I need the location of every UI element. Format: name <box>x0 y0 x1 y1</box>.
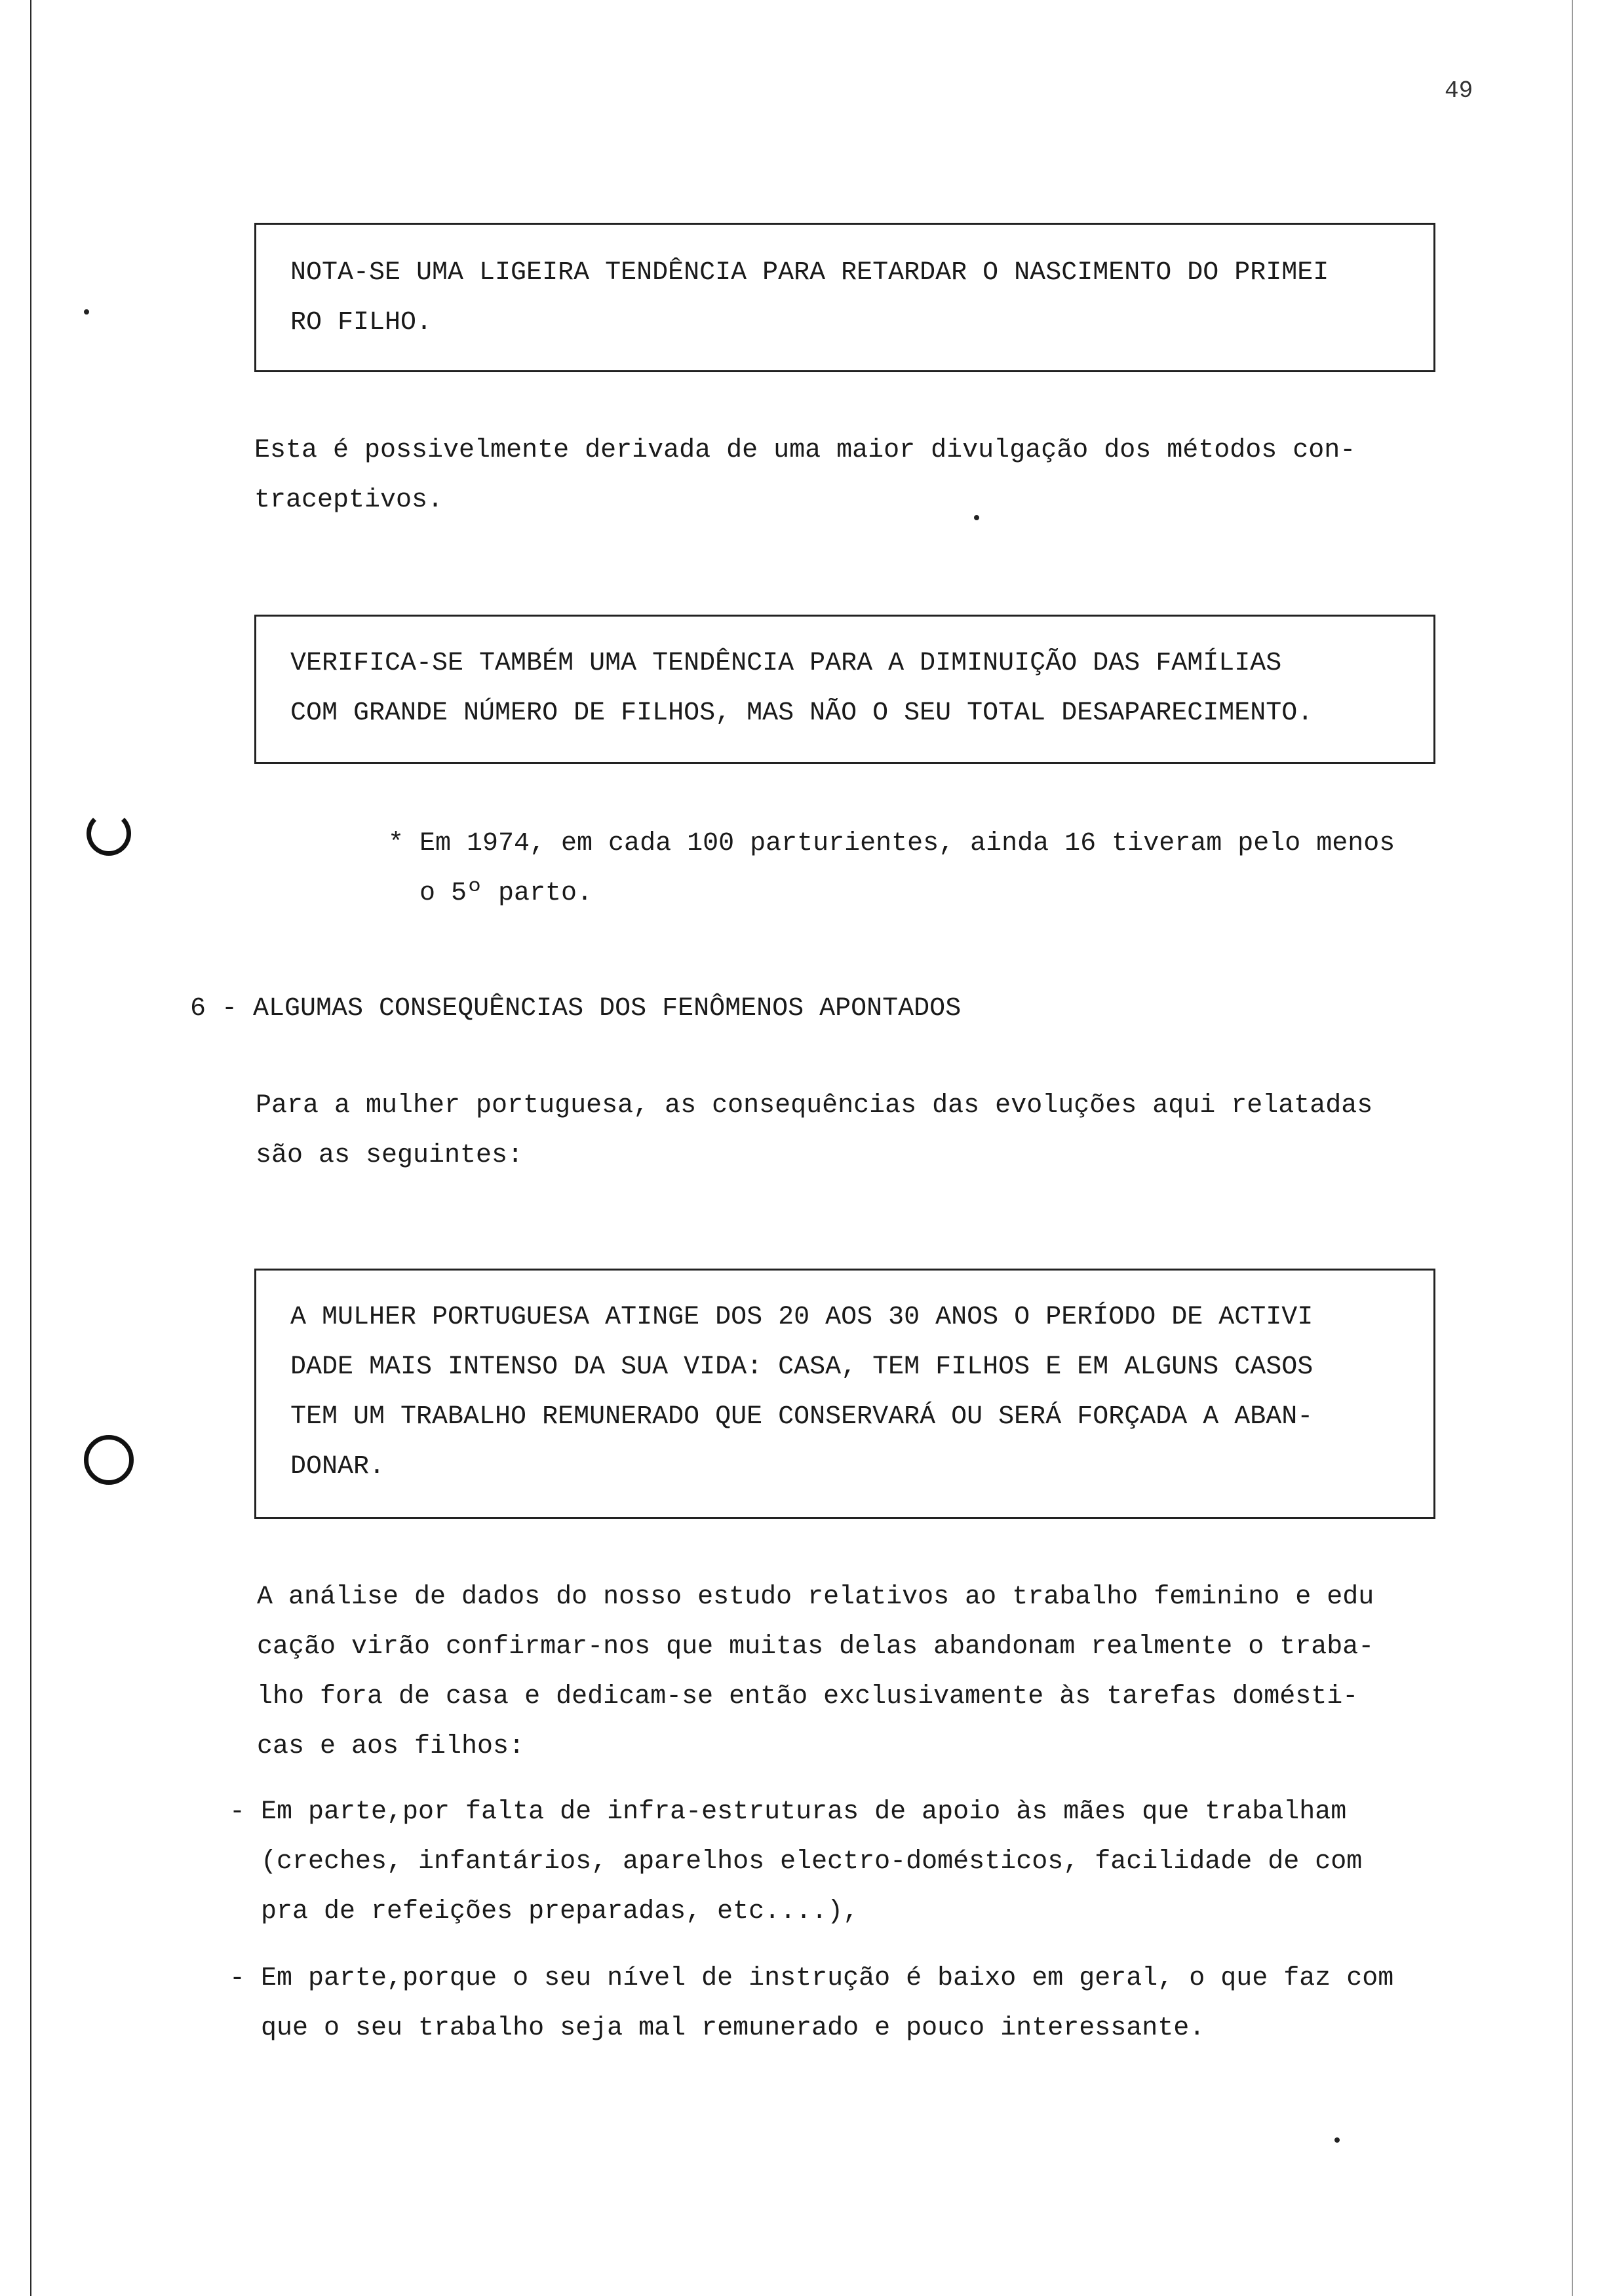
bullet-line: - Em parte,por falta de infra-estruturas de apoio às mães que trabalham <box>229 1797 1347 1827</box>
bullet-line: que o seu trabalho seja mal remunerado e pouco interessante. <box>229 2014 1205 2043</box>
paragraph-line: cas e aos filhos: <box>257 1732 525 1761</box>
box-line: DONAR. <box>290 1452 385 1482</box>
page-right-edge <box>1572 0 1573 2296</box>
bullet-line: (creches, infantários, aparelhos electro-domésticos, facilidade de com <box>229 1847 1363 1877</box>
punch-hole-mark <box>84 1435 134 1485</box>
scan-speck <box>84 309 89 315</box>
box-line: TEM UM TRABALHO REMUNERADO QUE CONSERVARÁ OU SERÁ FORÇADA A ABAN- <box>290 1402 1313 1432</box>
box-line: A MULHER PORTUGUESA ATINGE DOS 20 AOS 30 ANOS O PERÍODO DE ACTIVI <box>290 1303 1313 1332</box>
punch-hole-mark <box>87 811 131 856</box>
highlight-box-active-period <box>254 1269 1435 1519</box>
scan-speck <box>974 515 979 520</box>
paragraph-line: Esta é possivelmente derivada de uma maior divulgação dos métodos con- <box>254 436 1356 465</box>
paragraph-line: são as seguintes: <box>256 1141 524 1170</box>
paragraph-line: A análise de dados do nosso estudo relativos ao trabalho feminino e edu <box>257 1582 1374 1612</box>
box-line: COM GRANDE NÚMERO DE FILHOS, MAS NÃO O SEU TOTAL DESAPARECIMENTO. <box>290 698 1313 728</box>
page-number: 49 <box>1445 77 1473 104</box>
highlight-box-large-families <box>254 615 1435 764</box>
paragraph-line: Para a mulher portuguesa, as consequências das evoluções aqui relatadas <box>256 1091 1373 1120</box>
page-left-edge <box>30 0 31 2296</box>
footnote-line: * Em 1974, em cada 100 parturientes, ainda 16 tiveram pelo menos <box>388 829 1395 858</box>
paragraph-line: cação virão confirmar-nos que muitas delas abandonam realmente o traba- <box>257 1632 1374 1662</box>
box-line: VERIFICA-SE TAMBÉM UMA TENDÊNCIA PARA A DIMINUIÇÃO DAS FAMÍLIAS <box>290 649 1282 678</box>
scan-speck <box>1334 2137 1340 2143</box>
box-line: RO FILHO. <box>290 308 433 337</box>
paragraph-line: lho fora de casa e dedicam-se então exclusivamente às tarefas domésti- <box>257 1682 1359 1712</box>
highlight-box-first-child <box>254 223 1435 372</box>
bullet-line: - Em parte,porque o seu nível de instrução é baixo em geral, o que faz com <box>229 1964 1394 1993</box>
box-line: NOTA-SE UMA LIGEIRA TENDÊNCIA PARA RETARDAR O NASCIMENTO DO PRIMEI <box>290 258 1329 288</box>
box-line: DADE MAIS INTENSO DA SUA VIDA: CASA, TEM FILHOS E EM ALGUNS CASOS <box>290 1352 1313 1382</box>
section-heading: 6 - ALGUMAS CONSEQUÊNCIAS DOS FENÔMENOS APONTADOS <box>190 994 962 1024</box>
bullet-line: pra de refeições preparadas, etc....), <box>229 1897 859 1926</box>
paragraph-line: traceptivos. <box>254 486 444 515</box>
footnote-line: o 5º parto. <box>388 879 593 908</box>
